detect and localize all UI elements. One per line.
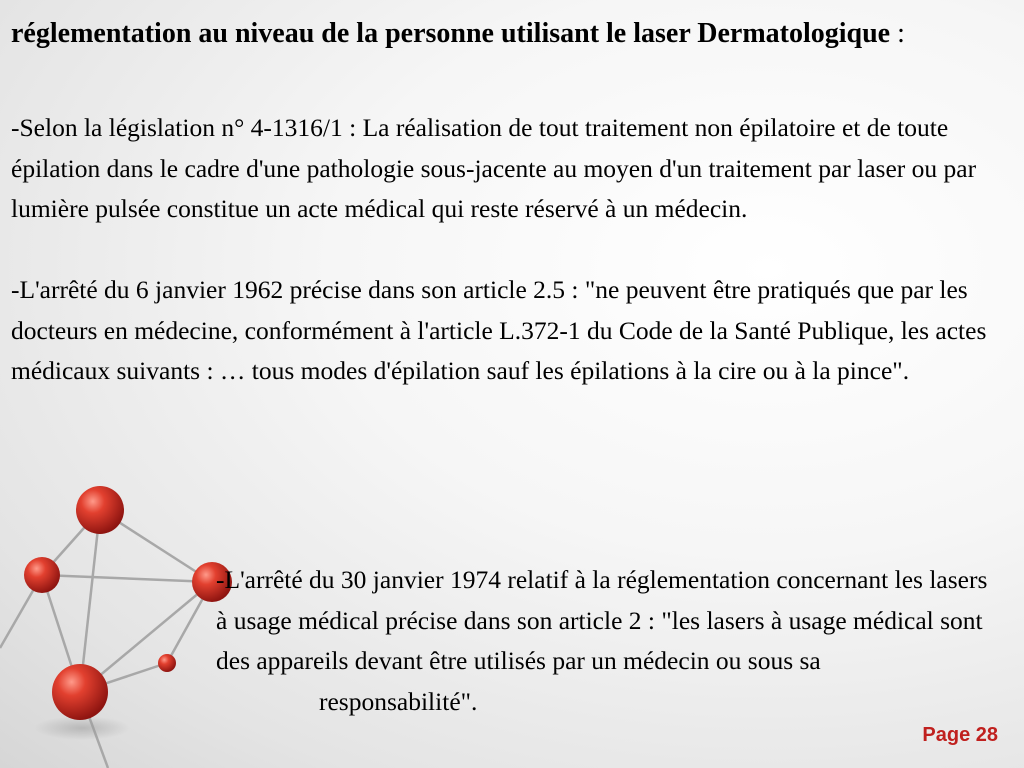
slide-body [11, 108, 1011, 392]
paragraph-legislation: -Selon la législation n° 4-1316/1 : La réalisation de tout traitement non épilatoire et de toute épilation dans le cadre d'une pathologie sous-jacente au moyen d'un traitement par laser ou par lumière pulsée constitue un acte médical qui reste réservé à un médecin. [11, 113, 977, 223]
slide-title-text: réglementation au niveau de la personne utilisant le laser Dermatologique [11, 18, 891, 49]
slide-title [11, 14, 1011, 54]
sphere-bottom [52, 664, 108, 720]
paragraph-arrete-1962: -L'arrêté du 6 janvier 1962 précise dans son article 2.5 : "ne peuvent être pratiqués que par les docteurs en médecine, conformément à l'article L.372-1 du Code de la Santé Publique, les actes médicaux suivants : … tous modes d'épilation sauf les épilations à la cire ou à la pince". [11, 275, 987, 385]
sphere-left [24, 557, 60, 593]
paragraph-arrete-1974-end: responsabilité". [319, 686, 478, 716]
sphere-top [76, 486, 124, 534]
paragraph-arrete-1974-text: -L'arrêté du 30 janvier 1974 relatif à la réglementation concernant les lasers à usage médical précise dans son article 2 : "les lasers à usage médical sont des appareils devant être utilisés par un médecin ou sous sa [216, 565, 988, 675]
sphere-small [158, 654, 176, 672]
paragraph-spacer [11, 230, 1011, 271]
slide-title-colon: : [890, 18, 905, 49]
paragraph-arrete-1974 [216, 560, 996, 722]
page-number: Page 28 [922, 724, 998, 746]
